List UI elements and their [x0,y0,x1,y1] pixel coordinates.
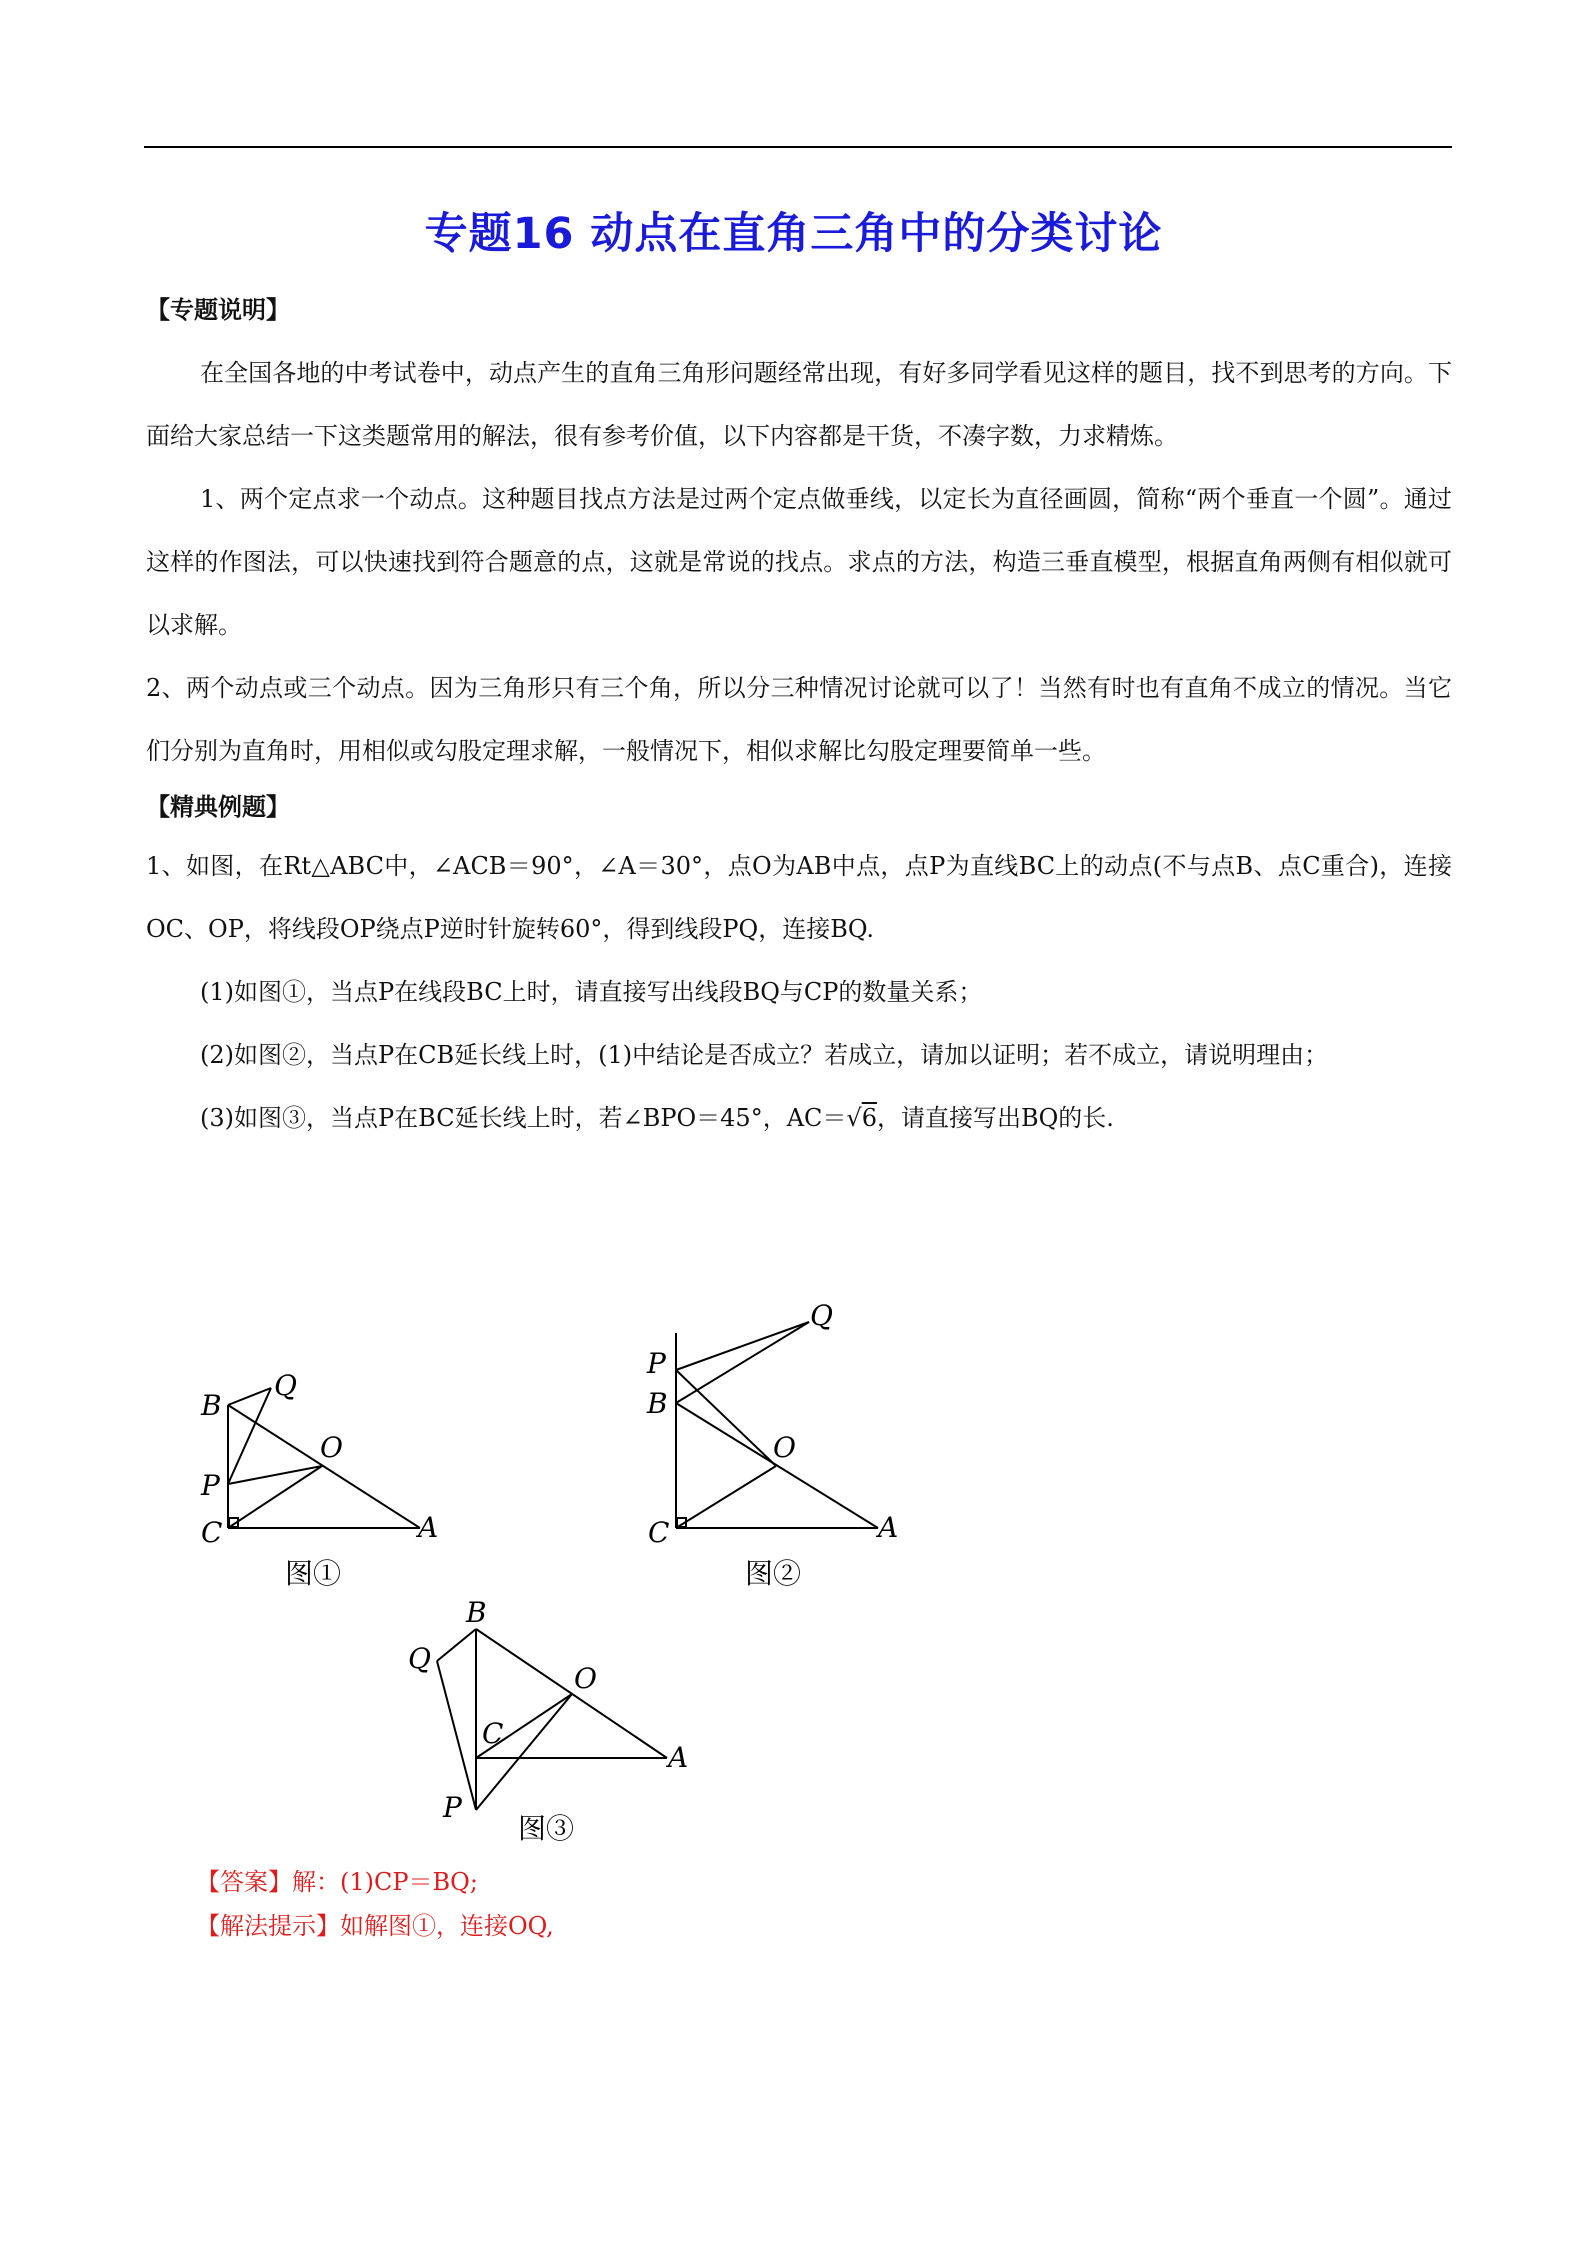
question-1: (1)如图①，当点P在线段BC上时，请直接写出线段BQ与CP的数量关系； [200,978,983,1006]
figure-3 [437,1629,667,1810]
answer-block [196,1860,554,1948]
fig3-label-b: B [466,1596,487,1629]
figures [0,1300,1000,1880]
solution-hint-line: 【解法提示】如解图①，连接OQ, [196,1912,554,1940]
question-3: (3)如图③，当点P在BC延长线上时，若∠BPO＝45°，AC＝√6，请直接写出BQ的长. [200,1104,1114,1132]
fig2-label-a: A [878,1511,899,1544]
fig2-label-b: B [647,1387,668,1420]
question-2: (2)如图②，当点P在CB延长线上时，(1)中结论是否成立？若成立，请加以证明；若不成立，请说明理由； [200,1041,1329,1069]
fig3-label-c: C [482,1717,504,1750]
fig1-label-b: B [201,1389,222,1422]
fig3-caption: 图③ [518,1812,575,1845]
fig2-caption: 图② [745,1557,802,1590]
fig2-label-p: P [647,1347,666,1380]
fig3-label-a: A [668,1741,689,1774]
fig1-label-p: P [201,1469,220,1502]
fig1-caption: 图① [285,1557,342,1590]
section-heading-explanation: 【专题说明】 [146,296,290,324]
answer-line: 【答案】解：(1)CP＝BQ; [196,1868,478,1896]
figure-2 [676,1322,878,1528]
fig3-label-q: Q [408,1642,431,1675]
fig1-label-o: O [320,1431,343,1464]
paragraph-method-1: 1、两个定点求一个动点。这种题目找点方法是过两个定点做垂线，以定长为直径画圆，简称“两个垂直一个圆”。通过这样的作图法，可以快速找到符合题意的点，这就是常说的找点。求点的方法，构造三垂直模型，根据直角两侧有相似就可以求解。 [146,485,1452,639]
fig3-label-o: O [574,1662,597,1695]
page-title: 专题16 动点在直角三角中的分类讨论 [424,209,1163,259]
problem-statement: 1、如图，在Rt△ABC中，∠ACB＝90°，∠A＝30°，点O为AB中点，点P为直线BC上的动点(不与点B、点C重合)，连接OC、OP，将线段OP绕点P逆时针旋转60°，得到线段PQ，连接BQ. [146,852,1452,943]
fig2-label-o: O [773,1431,796,1464]
paragraph-method-2: 2、两个动点或三个动点。因为三角形只有三个角，所以分三种情况讨论就可以了！当然有时也有直角不成立的情况。当它们分别为直角时，用相似或勾股定理求解，一般情况下，相似求解比勾股定理要简单一些。 [146,674,1452,765]
header-rule [144,146,1452,148]
sqrt-value: 6 [861,1104,877,1132]
fig2-label-c: C [648,1516,670,1549]
fig1-label-a: A [418,1511,439,1544]
document-body [146,290,1452,1150]
fig3-label-p: P [443,1791,462,1824]
section-heading-examples: 【精典例题】 [146,793,290,821]
fig2-label-q: Q [810,1300,833,1332]
fig1-label-c: C [201,1516,223,1549]
fig1-label-q: Q [274,1369,297,1402]
paragraph-intro: 在全国各地的中考试卷中，动点产生的直角三角形问题经常出现，有好多同学看见这样的题目，找不到思考的方向。下面给大家总结一下这类题常用的解法，很有参考价值，以下内容都是干货，不凑字数，力求精炼。 [146,359,1452,450]
